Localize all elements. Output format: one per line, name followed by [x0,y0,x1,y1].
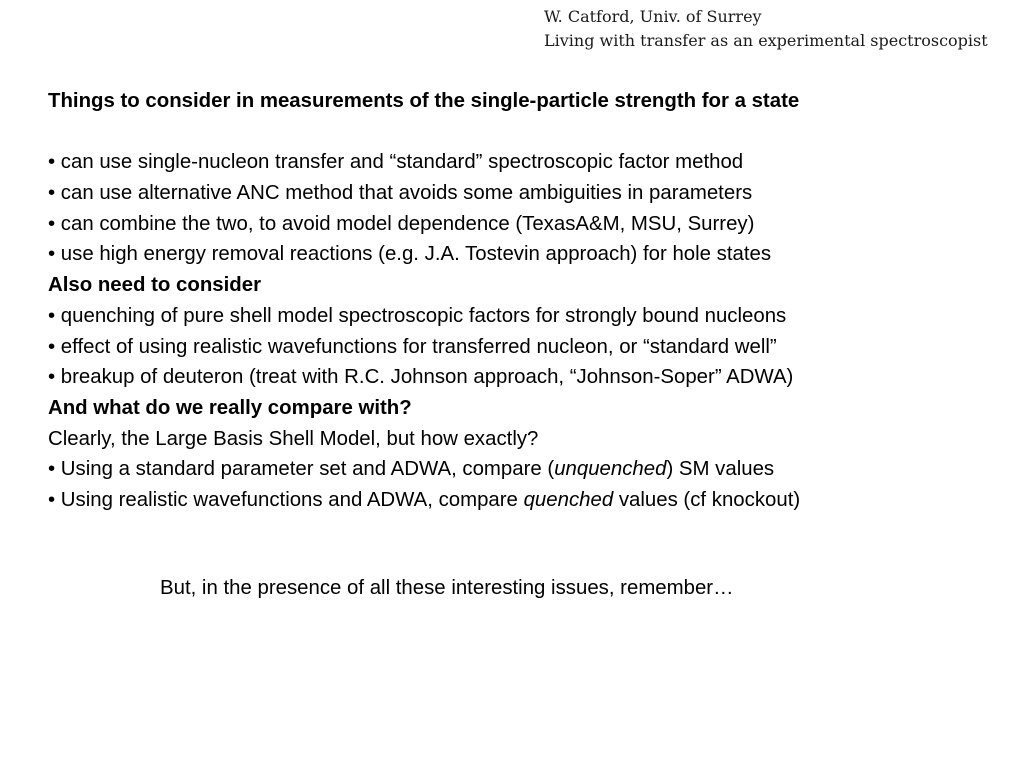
emphasis-text: quenched [523,488,614,511]
bullet-deuteron-breakup: • breakup of deuteron (treat with R.C. Johnson approach, “Johnson-Soper” ADWA) [48,366,794,389]
bullet-text: • Using realistic wavefunctions and ADWA, compare [48,488,524,511]
section-heading-compare-with: And what do we really compare with? [48,396,412,419]
slide-header [544,5,988,53]
bullet-realistic-wavefunctions: • effect of using realistic wavefunctions for transferred nucleon, or “standard well” [48,335,777,358]
bullet-text: ) SM values [666,458,775,481]
shell-model-intro: Clearly, the Large Basis Shell Model, but how exactly? [48,427,539,450]
bullet-quenched-comparison [48,485,1008,516]
bullet-single-nucleon-transfer: • can use single-nucleon transfer and “standard” spectroscopic factor method [48,151,744,174]
section-heading-things-to-consider: Things to consider in measurements of the single-particle strength for a state [48,90,800,112]
bullet-removal-reactions: • use high energy removal reactions (e.g. J.A. Tostevin approach) for hole states [48,243,772,266]
bullet-anc-method: • can use alternative ANC method that avoids some ambiguities in parameters [48,182,753,205]
bullet-combine-methods: • can combine the two, to avoid model dependence (TexasA&M, MSU, Surrey) [48,212,755,235]
bullet-text: • Using a standard parameter set and ADWA, compare ( [48,458,555,481]
closing-remark: But, in the presence of all these interesting issues, remember… [160,577,734,599]
author-line: W. Catford, Univ. of Surrey [544,7,762,26]
talk-title-line: Living with transfer as an experimental spectroscopist [544,31,988,50]
bullet-quenching: • quenching of pure shell model spectroscopic factors for strongly bound nucleons [48,304,787,327]
bullet-text: values (cf knockout) [613,488,801,511]
section-heading-also-consider: Also need to consider [48,274,262,297]
emphasis-text: unquenched [554,458,667,481]
bullet-unquenched-comparison [48,454,1008,485]
spacer [48,117,1008,148]
slide-body [48,86,1008,516]
